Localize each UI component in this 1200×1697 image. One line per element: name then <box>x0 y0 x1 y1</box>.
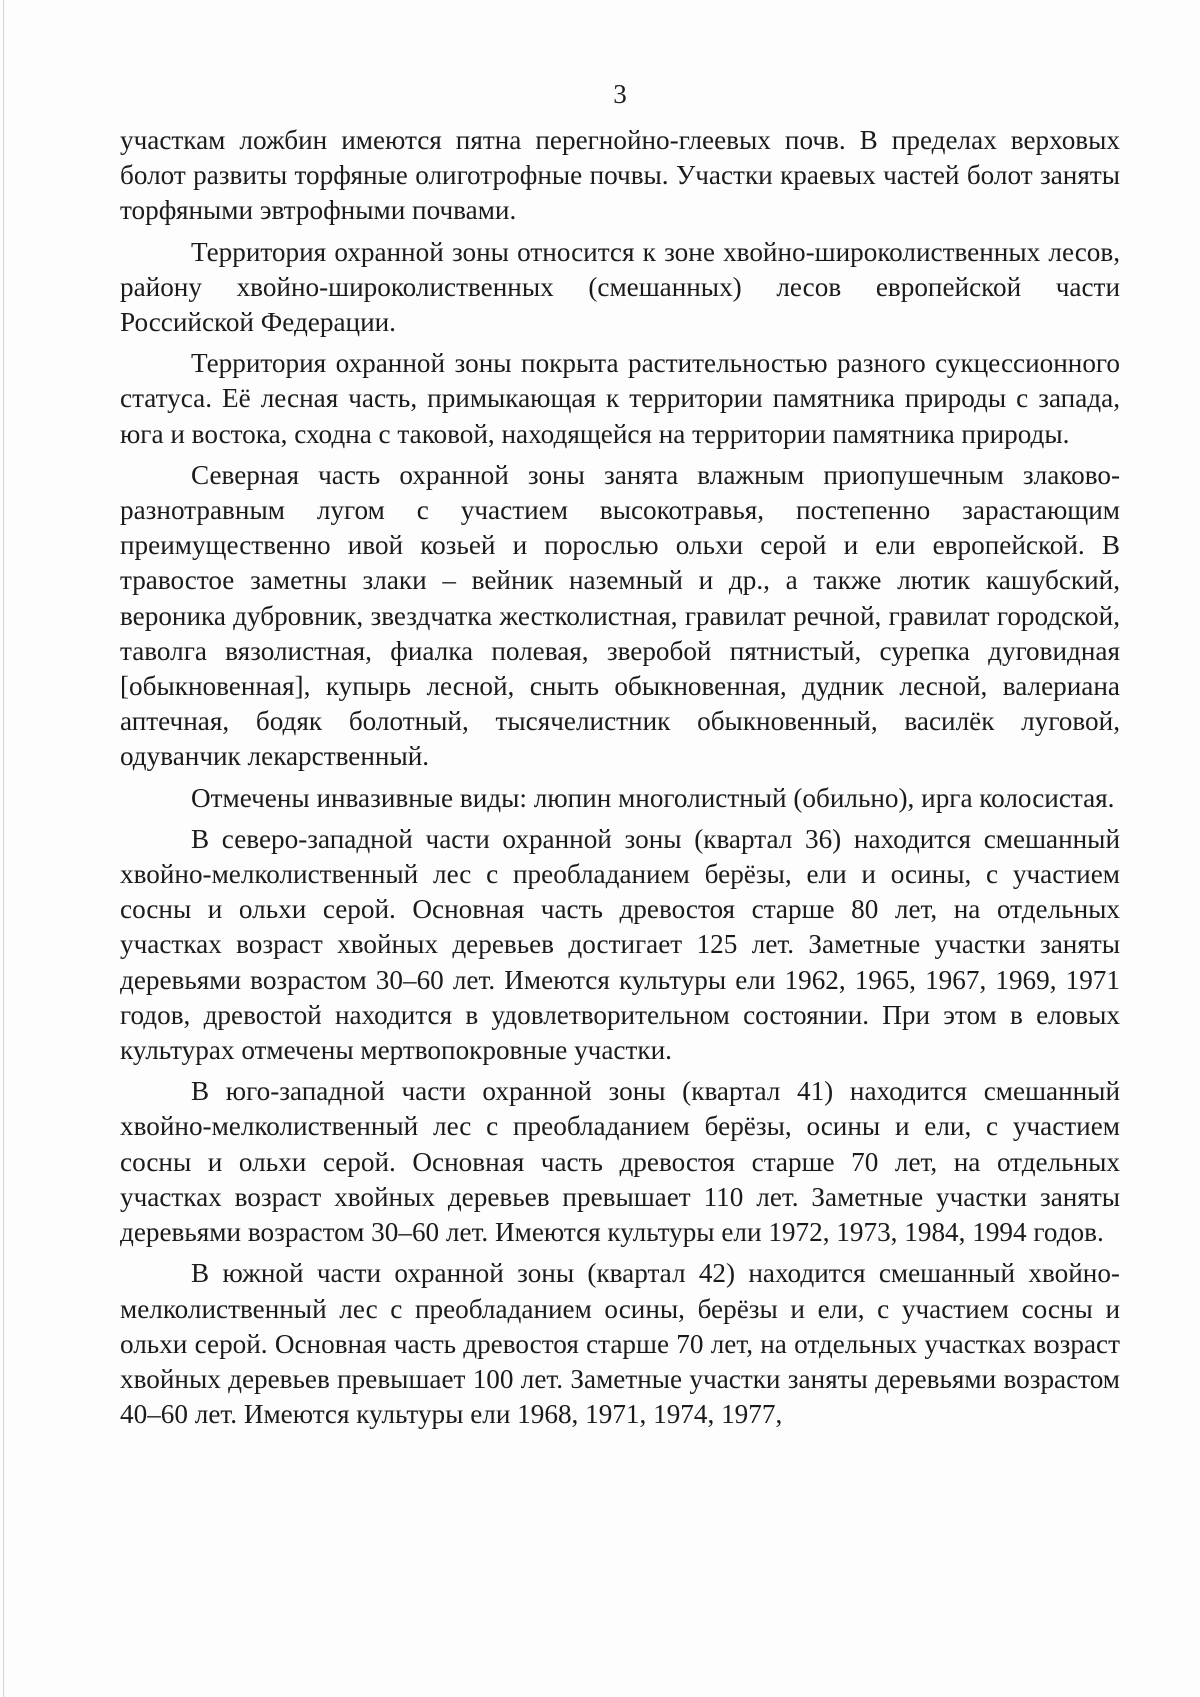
paragraph-soils: участкам ложбин имеются пятна перегнойно-глеевых почв. В пределах верховых болот развиты торфяные олиготрофные почвы. Участки краевых частей болот заняты торфяными эвтрофными почвами. <box>120 125 1120 226</box>
paragraph-quarter-41: В юго-западной части охранной зоны (квартал 41) находится смешанный хвойно-мелколиственный лес с преобладанием берёзы, осины и ели, с участием сосны и ольхи серой. Основная часть древостоя старше 70 лет, на отдельных участках возраст хвойных деревьев превышает 110 лет. Заметные участки заняты деревьями возрастом 30–60 лет. Имеются культуры ели 1972, 1973, 1984, 1994 годов. <box>120 1076 1120 1248</box>
paragraph-invasive-species: Отмечены инвазивные виды: люпин многолистный (обильно), ирга колосистая. <box>191 782 1115 813</box>
paragraph-forest-zone: Территория охранной зоны относится к зоне хвойно-широколиственных лесов, району хвойно-широколиственных (смешанных) лесов европейской части Российской Федерации. <box>120 236 1120 338</box>
paragraph-quarter-42: В южной части охранной зоны (квартал 42) находится смешанный хвойно-мелколиственный лес с преобладанием осины, берёзы и ели, с участием сосны и ольхи серой. Основная часть древостоя старше 70 лет, на отдельных участках возраст хвойных деревьев превышает 100 лет. Заметные участки заняты деревьями возрастом 40–60 лет. Имеются культуры ели 1968, 1971, 1974, 1977, <box>120 1258 1120 1430</box>
paragraph-northern-meadow: Северная часть охранной зоны занята влажным приопушечным злаково-разнотравным лугом с участием высокотравья, постепенно зарастающим преимущественно ивой козьей и порослью ольхи серой и ели европейской. В травостое заметны злаки – вейник наземный и др., а также лютик кашубский, вероника дубровник, звездчатка жестколистная, гравилат речной, гравилат городской, таволга вязолистная, фиалка полевая, зверобой пятнистый, сурепка дуговидная [обыкновенная], купырь лесной, сныть обыкновенная, дудник лесной, валериана аптечная, бодяк болотный, тысячелистник обыкновенный, василёк луговой, одуванчик лекарственный. <box>120 459 1120 772</box>
body-text <box>120 123 1120 1438</box>
scan-edge-line <box>3 0 4 1697</box>
paragraph-vegetation-status: Территория охранной зоны покрыта растительностью разного сукцессионного статуса. Её лесная часть, примыкающая к территории памятника природы с запада, юга и востока, сходна с таковой, находящейся на территории памятника природы. <box>120 348 1120 449</box>
paragraph-quarter-36: В северо-западной части охранной зоны (квартал 36) находится смешанный хвойно-мелколиственный лес с преобладанием берёзы, ели и осины, с участием сосны и ольхи серой. Основная часть древостоя старше 80 лет, на отдельных участках возраст хвойных деревьев достигает 125 лет. Заметные участки заняты деревьями возрастом 30–60 лет. Имеются культуры ели 1962, 1965, 1967, 1969, 1971 годов, древостой находится в удовлетворительном состоянии. При этом в еловых культурах отмечены мертвопокровные участки. <box>120 823 1120 1066</box>
page-number: 3 <box>613 79 627 109</box>
